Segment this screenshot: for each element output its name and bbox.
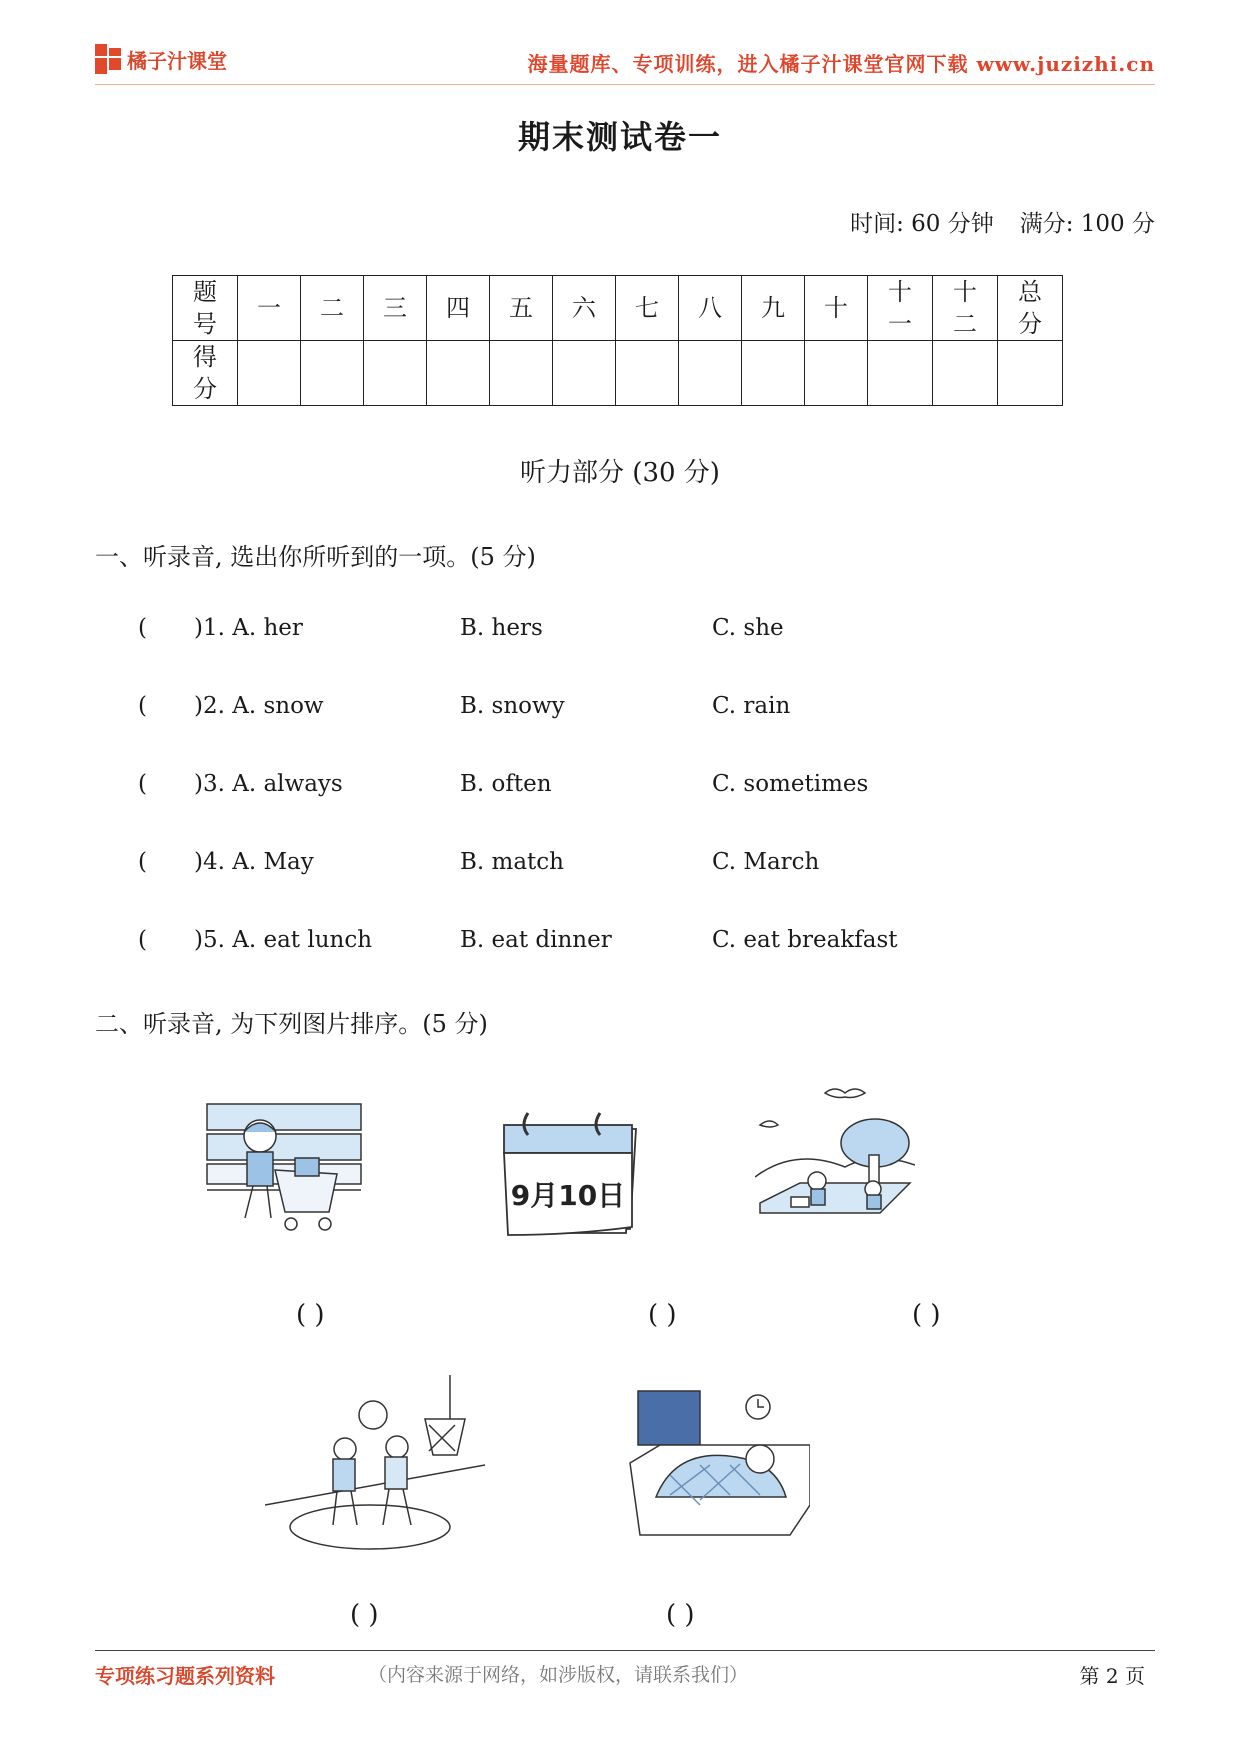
score-cell[interactable] xyxy=(679,341,742,406)
row-label-score xyxy=(173,341,238,406)
score-cell[interactable] xyxy=(868,341,933,406)
header-cell: 十 xyxy=(805,276,868,341)
basketball-picture xyxy=(265,1375,485,1555)
supermarket-picture xyxy=(205,1100,365,1240)
header-cell: 二 xyxy=(301,276,364,341)
option-a: )5. A. eat lunch xyxy=(194,927,373,953)
page-title: 期末测试卷一 xyxy=(517,118,722,156)
footer-copyright-note: （内容来源于网络，如涉版权，请联系我们） xyxy=(368,1664,749,1686)
option-a: )3. A. always xyxy=(194,771,343,797)
score-cell[interactable] xyxy=(490,341,553,406)
q1-heading: 一、听录音, 选出你所听到的一项。(5 分) xyxy=(95,543,536,571)
header-cell: 七 xyxy=(616,276,679,341)
brand-logo xyxy=(95,44,227,74)
score-table xyxy=(172,275,1063,406)
picnic-picture xyxy=(755,1085,915,1245)
footer-divider xyxy=(95,1650,1155,1651)
answer-bracket[interactable]: ( xyxy=(138,615,147,641)
exam-info xyxy=(824,205,1155,238)
basketball-illustration xyxy=(265,1375,485,1555)
header-divider xyxy=(95,84,1155,85)
option-b: B. often xyxy=(460,771,552,797)
picture-4-answer[interactable]: ( ) xyxy=(350,1600,379,1630)
answer-bracket[interactable]: ( xyxy=(138,771,147,797)
option-b: B. hers xyxy=(460,615,543,641)
header-cell: 一 xyxy=(238,276,301,341)
header-cell: 六 xyxy=(553,276,616,341)
full-score: 满分: 100 分 xyxy=(1019,211,1155,237)
header-cell-text: 十一 xyxy=(888,278,912,338)
option-a: )2. A. snow xyxy=(194,693,324,719)
row-label-number-text: 题号 xyxy=(193,278,217,338)
answer-bracket[interactable]: ( xyxy=(138,693,147,719)
score-cell[interactable] xyxy=(616,341,679,406)
time-limit: 时间: 60 分钟 xyxy=(850,211,994,237)
answer-bracket[interactable]: ( xyxy=(138,927,147,953)
page-number: 第 2 页 xyxy=(1079,1664,1145,1688)
score-cell[interactable] xyxy=(427,341,490,406)
score-cell[interactable] xyxy=(933,341,998,406)
option-c: C. sometimes xyxy=(712,771,869,797)
calendar-date-text: 9月10日 xyxy=(510,1179,626,1212)
header-cell: 四 xyxy=(427,276,490,341)
header-cell xyxy=(998,276,1063,341)
picture-1-answer[interactable]: ( ) xyxy=(296,1300,325,1330)
option-a: )1. A. her xyxy=(194,615,303,641)
header-cell: 三 xyxy=(364,276,427,341)
row-label-score-text: 得分 xyxy=(193,343,217,403)
picture-2-answer[interactable]: ( ) xyxy=(648,1300,677,1330)
picnic-illustration xyxy=(755,1085,915,1245)
header-cell-text: 总分 xyxy=(1018,278,1042,338)
picture-5-answer[interactable]: ( ) xyxy=(666,1600,695,1630)
score-cell[interactable] xyxy=(364,341,427,406)
supermarket-illustration xyxy=(205,1100,365,1240)
option-c: C. March xyxy=(712,849,820,875)
header-cell xyxy=(868,276,933,341)
option-c: C. eat breakfast xyxy=(712,927,898,953)
answer-bracket[interactable]: ( xyxy=(138,849,147,875)
picture-3-answer[interactable]: ( ) xyxy=(912,1300,941,1330)
header-cell-text: 十二 xyxy=(953,278,977,338)
q2-heading: 二、听录音, 为下列图片排序。(5 分) xyxy=(95,1010,488,1038)
score-table-header-row xyxy=(173,276,1063,341)
calendar-picture xyxy=(500,1105,650,1245)
score-cell[interactable] xyxy=(742,341,805,406)
footer-series: 专项练习题系列资料 xyxy=(95,1664,275,1688)
logo-icon xyxy=(95,44,123,74)
option-b: B. match xyxy=(460,849,564,875)
score-cell[interactable] xyxy=(238,341,301,406)
brand-name: 橘子汁课堂 xyxy=(127,48,227,73)
score-cell[interactable] xyxy=(301,341,364,406)
option-c: C. she xyxy=(712,615,784,641)
score-cell[interactable] xyxy=(998,341,1063,406)
header-cell xyxy=(933,276,998,341)
option-a: )4. A. May xyxy=(194,849,314,875)
option-b: B. eat dinner xyxy=(460,927,612,953)
sleeping-illustration xyxy=(620,1385,810,1555)
option-b: B. snowy xyxy=(460,693,565,719)
header-cell: 九 xyxy=(742,276,805,341)
sleeping-picture xyxy=(620,1385,810,1555)
row-label-number xyxy=(173,276,238,341)
header-slogan[interactable]: 海量题库、专项训练，进入橘子汁课堂官网下载 www.juzizhi.cn xyxy=(527,52,1155,76)
score-cell[interactable] xyxy=(553,341,616,406)
header-cell: 八 xyxy=(679,276,742,341)
section-title: 听力部分 (30 分) xyxy=(520,458,720,488)
page-header xyxy=(95,40,1155,80)
calendar-illustration xyxy=(500,1105,650,1245)
header-cell: 五 xyxy=(490,276,553,341)
option-c: C. rain xyxy=(712,693,791,719)
score-table-score-row xyxy=(173,341,1063,406)
score-cell[interactable] xyxy=(805,341,868,406)
